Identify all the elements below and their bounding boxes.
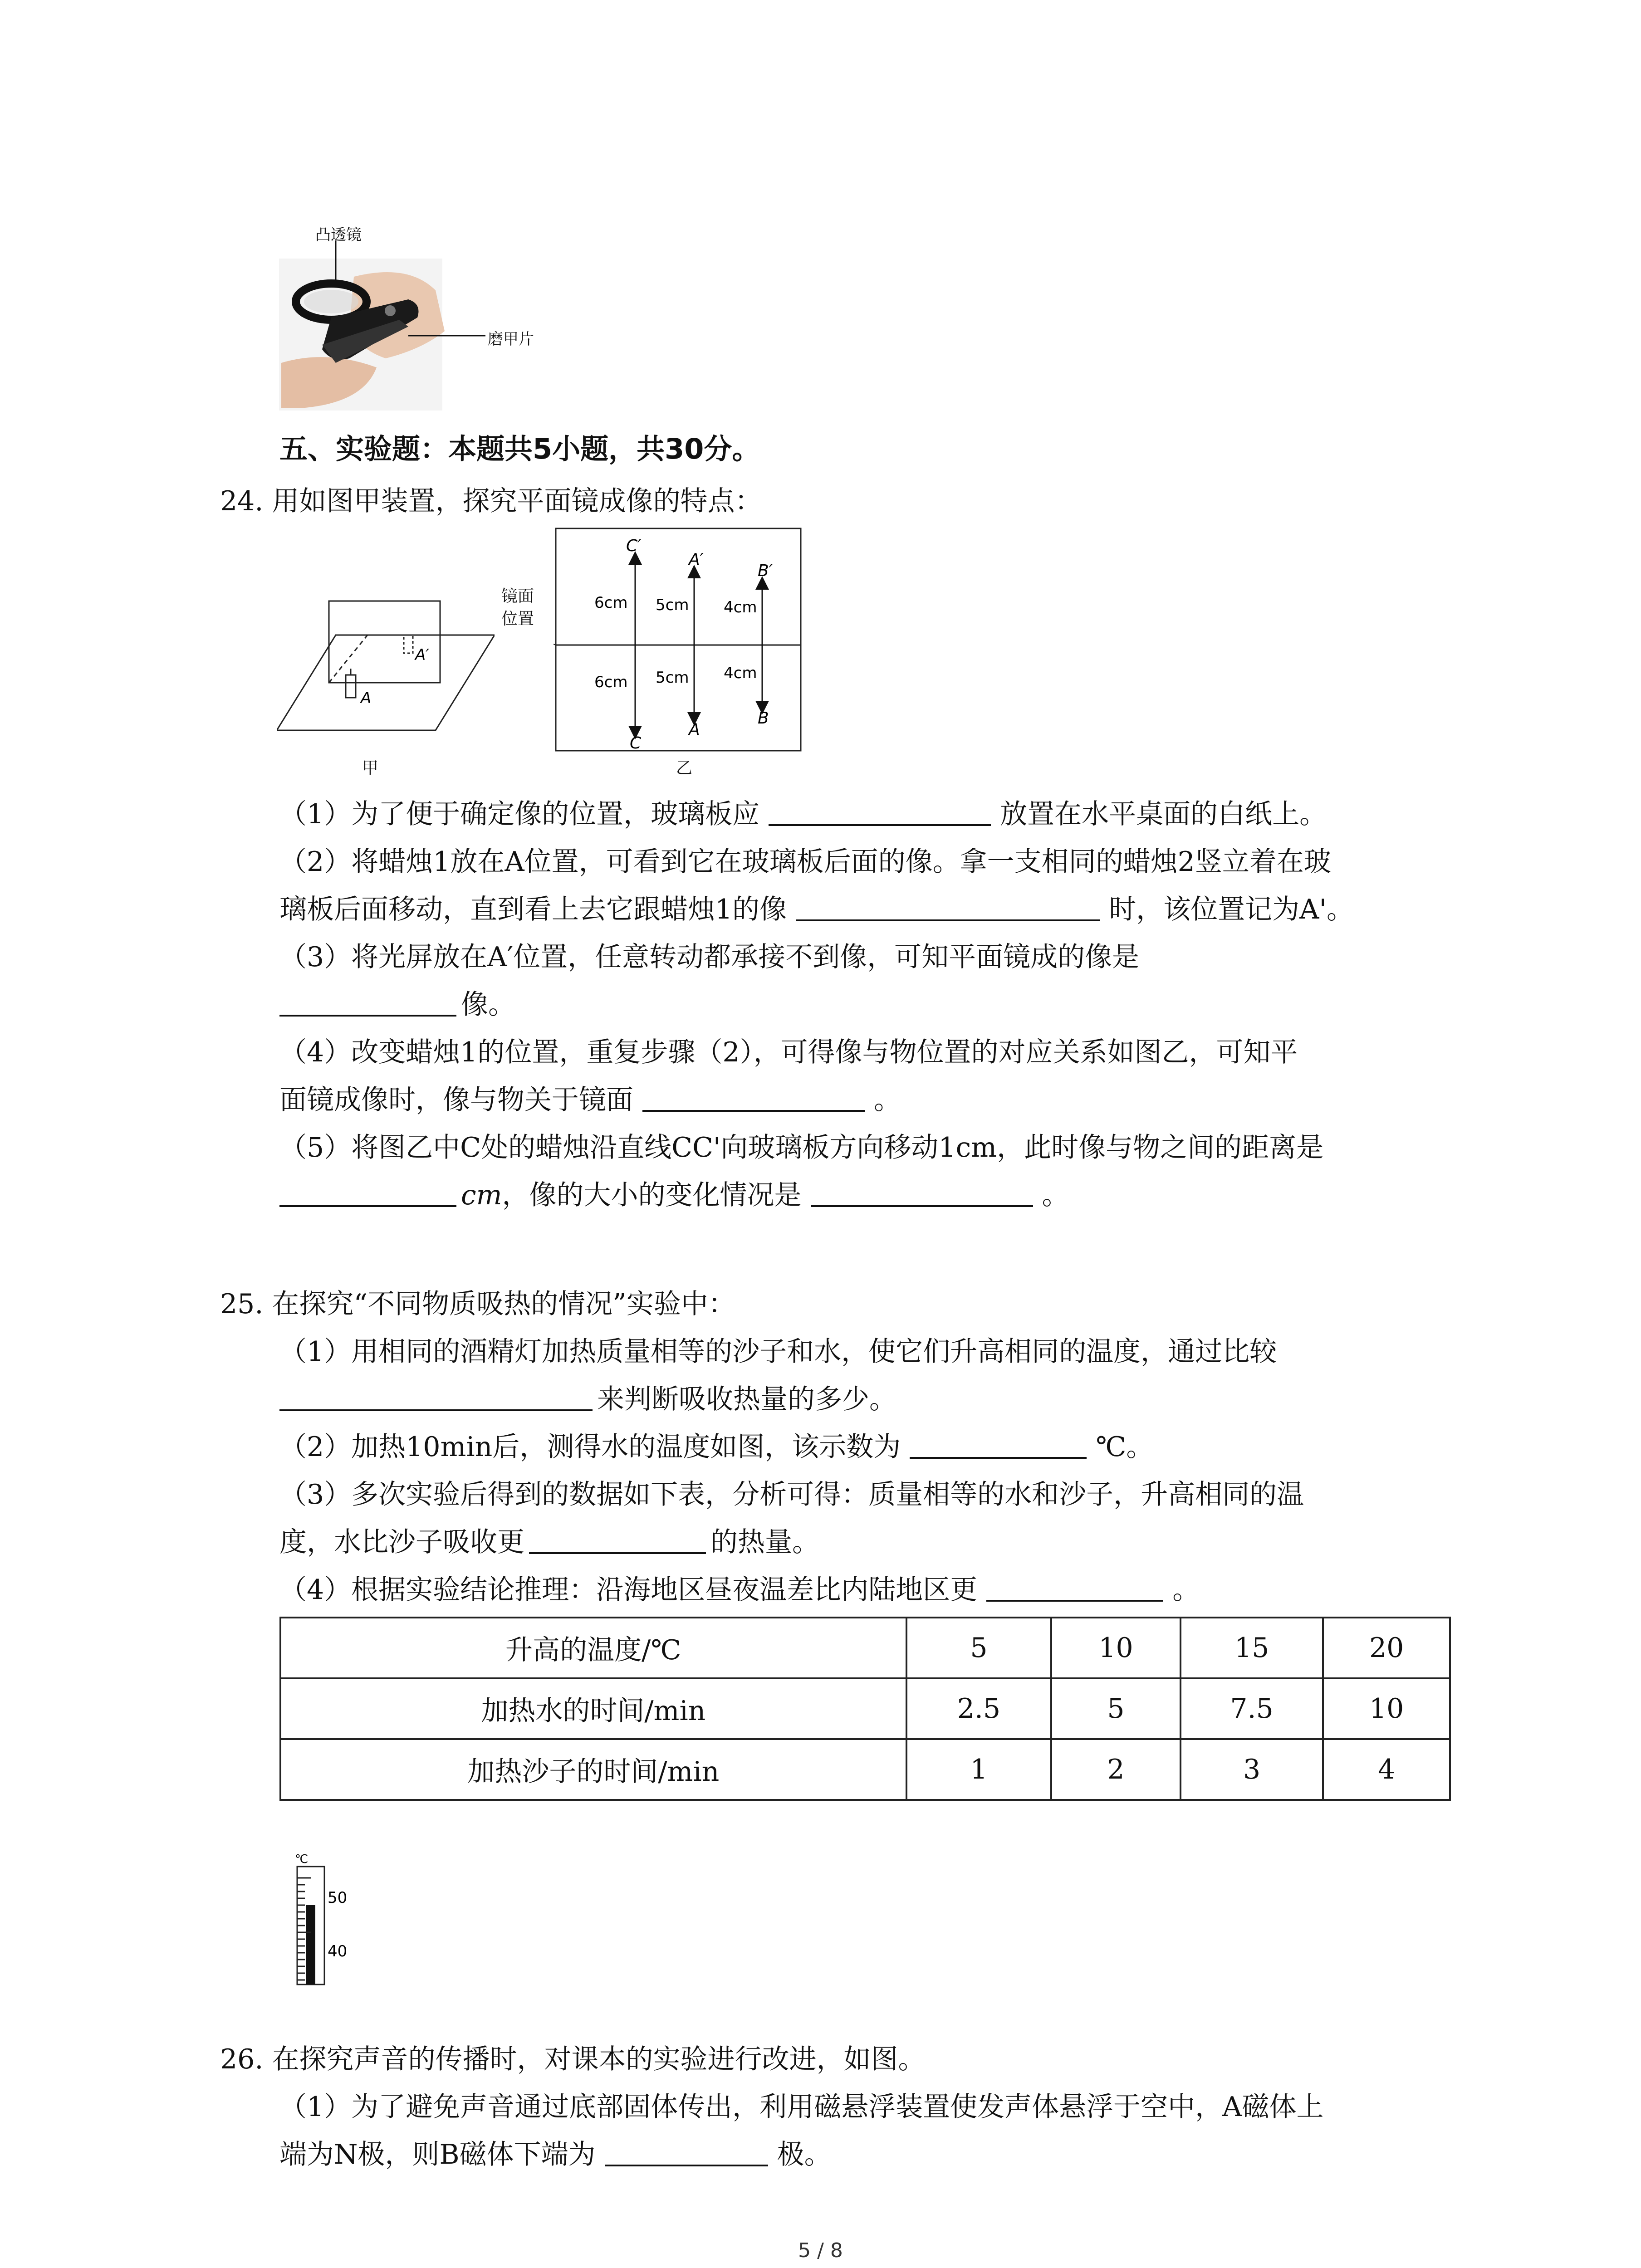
q24-part3-line2 <box>279 987 515 1023</box>
row-label-temperature: 升高的温度/℃ <box>280 1618 906 1678</box>
q24-part3-line1: （3）将光屏放在A′位置，任意转动都承接不到像，可知平面镜成的像是 <box>279 941 1140 973</box>
thermometer-label-40: 40 <box>328 1942 348 1960</box>
table-cell: 3 <box>1181 1739 1323 1800</box>
q25-p2-text-a: （2）加热10min后，测得水的温度如图，该示数为 <box>279 1431 901 1463</box>
yi-dist-a-bottom: 5cm <box>656 669 689 687</box>
q24-p2-answer-blank[interactable] <box>796 892 1100 921</box>
table-cell: 4 <box>1323 1739 1450 1800</box>
yi-dist-a-top: 5cm <box>656 596 689 614</box>
q25-p4-text-a: （4）根据实验结论推理：沿海地区昼夜温差比内陆地区更 <box>279 1574 978 1606</box>
thermometer-diagram <box>277 1853 358 1989</box>
mirror-label-line1: 镜面 <box>501 587 534 606</box>
table-cell: 2.5 <box>906 1678 1052 1739</box>
q26-p1-text-a: 端为N极，则B磁体下端为 <box>279 2139 596 2170</box>
q24-p1-text-a: （1）为了便于确定像的位置，玻璃板应 <box>279 798 760 830</box>
yi-a-prime-label: A′ <box>689 550 704 569</box>
yi-dist-c-bottom: 6cm <box>594 673 628 691</box>
fig-jia-diagram <box>277 585 495 744</box>
table-cell: 7.5 <box>1181 1678 1323 1739</box>
q26-stem: 26. 在探究声音的传播时，对课本的实验进行改进，如图。 <box>220 2043 926 2075</box>
yi-dist-b-bottom: 4cm <box>724 664 757 682</box>
q25-part1-line1: （1）用相同的酒精灯加热质量相等的沙子和水，使它们升高相同的温度，通过比较 <box>279 1336 1277 1368</box>
fig-jia-caption: 甲 <box>362 759 379 777</box>
fig-yi-caption: 乙 <box>676 759 693 777</box>
table-cell: 5 <box>906 1618 1052 1678</box>
q25-p3-text-b: 的热量。 <box>710 1526 819 1558</box>
q25-p4-answer-blank[interactable] <box>986 1573 1163 1602</box>
q24-p4-text-a: 面镜成像时，像与物关于镜面 <box>279 1084 633 1116</box>
magnifier-clipper-figure <box>272 213 544 413</box>
q25-p2-answer-blank[interactable] <box>910 1430 1087 1459</box>
q24-p3-answer-blank[interactable] <box>279 987 456 1017</box>
q24-part5-line1: （5）将图乙中C处的蜡烛沿直线CC'向玻璃板方向移动1cm，此时像与物之间的距离是 <box>279 1132 1324 1163</box>
q25-part3-line1: （3）多次实验后得到的数据如下表，分析可得：质量相等的水和沙子，升高相同的温 <box>279 1479 1304 1510</box>
mirror-label-line2: 位置 <box>501 610 534 628</box>
q24-part4-line1: （4）改变蜡烛1的位置，重复步骤（2），可得像与物位置的对应关系如图乙，可知平 <box>279 1036 1298 1068</box>
row-label-sand-time: 加热沙子的时间/min <box>280 1739 906 1800</box>
heating-data-table <box>279 1617 1451 1801</box>
q25-part3-line2 <box>279 1524 819 1560</box>
q24-part1 <box>279 796 1327 832</box>
q25-part4 <box>279 1572 1200 1608</box>
q24-part2-line1: （2）将蜡烛1放在A位置，可看到它在玻璃板后面的像。拿一支相同的蜡烛2竖立着在玻 <box>279 846 1331 878</box>
section-title: 五、实验题：本题共5小题，共30分。 <box>279 432 760 465</box>
q24-p2-text-b: 时，该位置记为A'。 <box>1109 894 1354 925</box>
q24-p5-answer-blank-size[interactable] <box>811 1178 1033 1207</box>
q24-p5-text-b: 。 <box>1042 1179 1069 1211</box>
yi-dist-c-top: 6cm <box>594 594 628 612</box>
q26-p1-answer-blank[interactable] <box>605 2137 768 2166</box>
q25-part1-line2 <box>279 1381 896 1418</box>
q24-p4-text-b: 。 <box>874 1084 901 1116</box>
q24-part5-line2 <box>279 1177 1069 1213</box>
q24-p5-unit: cm <box>461 1179 502 1211</box>
yi-c-label: C <box>630 734 642 753</box>
fig-jia-a-label: A <box>361 689 372 707</box>
table-row <box>280 1739 1450 1800</box>
q24-p1-answer-blank[interactable] <box>769 797 991 826</box>
q25-p1-text-b: 来判断吸收热量的多少。 <box>597 1383 896 1415</box>
q24-p3-text-b: 像。 <box>461 989 515 1021</box>
q25-p3-text-a: 度，水比沙子吸收更 <box>279 1526 524 1558</box>
q25-stem: 25. 在探究“不同物质吸热的情况”实验中： <box>220 1288 735 1320</box>
yi-a-label: A <box>689 720 700 739</box>
thermometer-label-50: 50 <box>328 1889 348 1907</box>
page-number: 5 / 8 <box>798 2239 843 2262</box>
yi-c-prime-label: C′ <box>626 537 642 555</box>
q26-part1-line2 <box>279 2136 832 2173</box>
fig-yi-diagram <box>554 526 808 753</box>
q25-p4-text-b: 。 <box>1172 1574 1200 1606</box>
q24-p1-text-b: 放置在水平桌面的白纸上。 <box>1000 798 1327 830</box>
q24-p4-answer-blank[interactable] <box>642 1083 865 1112</box>
table-cell: 15 <box>1181 1618 1323 1678</box>
q24-part2-line2 <box>279 891 1354 928</box>
q25-p1-answer-blank[interactable] <box>279 1382 593 1411</box>
thermometer-unit: ℃ <box>295 1853 309 1866</box>
q24-p5-text-a: ，像的大小的变化情况是 <box>502 1179 802 1211</box>
q26-part1-line1: （1）为了避免声音通过底部固体传出，利用磁悬浮装置使发声体悬浮于空中，A磁体上 <box>279 2091 1324 2123</box>
yi-dist-b-top: 4cm <box>724 598 757 616</box>
table-row <box>280 1618 1450 1678</box>
q24-stem: 24. 用如图甲装置，探究平面镜成像的特点： <box>220 485 762 517</box>
table-cell: 1 <box>906 1739 1052 1800</box>
magnifier-clipper-image <box>272 213 544 413</box>
yi-b-label: B <box>758 709 769 728</box>
label-nail-file: 磨甲片 <box>488 330 534 348</box>
q25-part2 <box>279 1429 1153 1465</box>
q25-p2-text-b: ℃。 <box>1096 1431 1154 1463</box>
table-cell: 20 <box>1323 1618 1450 1678</box>
yi-b-prime-label: B′ <box>758 562 773 580</box>
row-label-water-time: 加热水的时间/min <box>280 1678 906 1739</box>
q24-p2-text-a: 璃板后面移动，直到看上去它跟蜡烛1的像 <box>279 894 787 925</box>
q24-part4-line2 <box>279 1082 901 1118</box>
label-convex-lens: 凸透镜 <box>315 226 362 244</box>
table-cell: 10 <box>1323 1678 1450 1739</box>
q25-p3-answer-blank[interactable] <box>529 1525 706 1554</box>
mirror-position-label <box>501 585 534 631</box>
q26-p1-text-b: 极。 <box>777 2139 832 2170</box>
q24-p5-answer-blank-distance[interactable] <box>279 1178 456 1207</box>
table-cell: 10 <box>1051 1618 1181 1678</box>
table-cell: 2 <box>1051 1739 1181 1800</box>
table-row <box>280 1678 1450 1739</box>
table-cell: 5 <box>1051 1678 1181 1739</box>
fig-jia-a-prime-label: A′ <box>415 646 429 664</box>
